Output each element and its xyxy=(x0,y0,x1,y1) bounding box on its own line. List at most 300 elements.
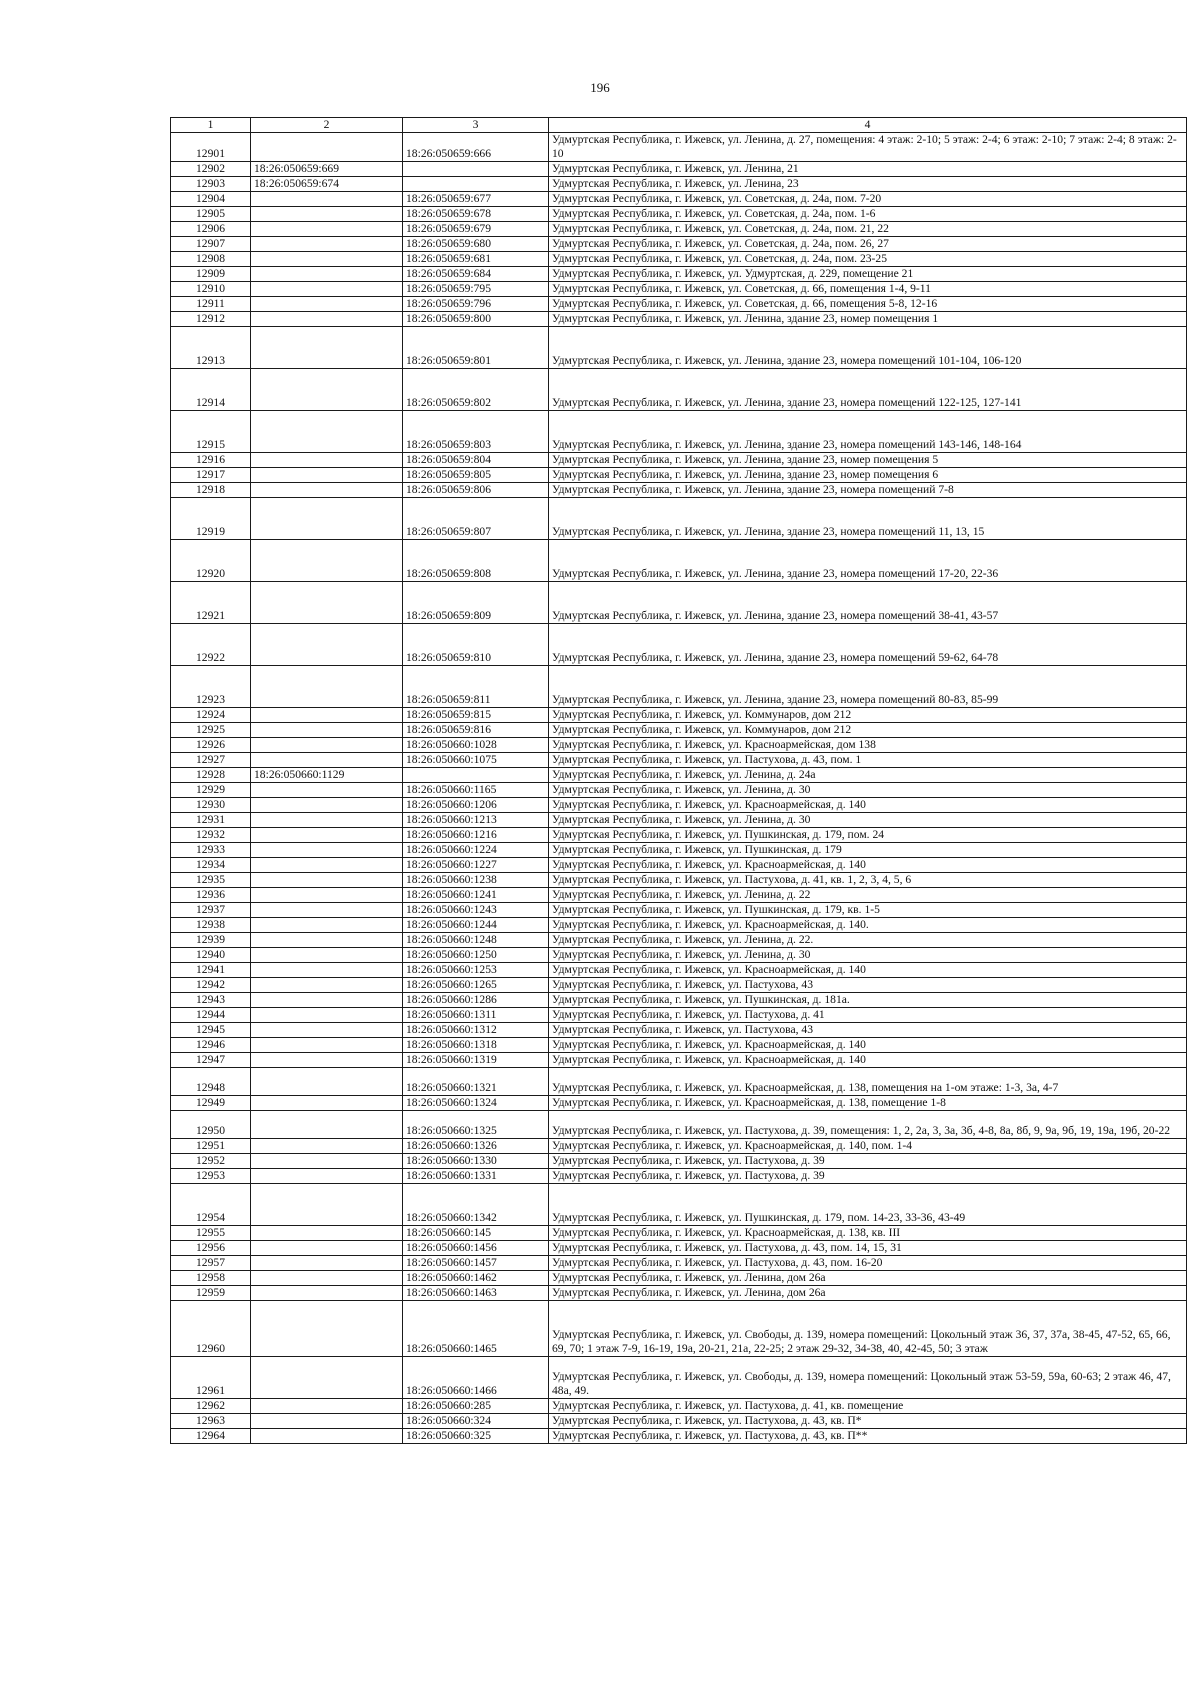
cadastral-number-building: 18:26:050660:1312 xyxy=(403,1022,549,1037)
address: Удмуртская Республика, г. Ижевск, ул. Ленина, здание 23, номера помещений 59-62, 64-78 xyxy=(549,623,1187,665)
cadastral-number-land xyxy=(251,857,403,872)
row-number: 12916 xyxy=(171,452,251,467)
cadastral-number-land xyxy=(251,1428,403,1443)
address: Удмуртская Республика, г. Ижевск, ул. Ленина, здание 23, номера помещений 7-8 xyxy=(549,482,1187,497)
cadastral-number-building: 18:26:050660:1028 xyxy=(403,737,549,752)
header-col-3: 3 xyxy=(403,118,549,133)
row-number: 12912 xyxy=(171,311,251,326)
cadastral-number-land xyxy=(251,539,403,581)
address: Удмуртская Республика, г. Ижевск, ул. Красноармейская, д. 138, кв. III xyxy=(549,1225,1187,1240)
row-number: 12957 xyxy=(171,1255,251,1270)
row-number: 12901 xyxy=(171,133,251,162)
cadastral-number-building xyxy=(403,161,549,176)
table-row xyxy=(171,1255,1187,1270)
row-number: 12949 xyxy=(171,1095,251,1110)
cadastral-number-building: 18:26:050660:1321 xyxy=(403,1067,549,1095)
address: Удмуртская Республика, г. Ижевск, ул. Ленина, здание 23, номер помещения 6 xyxy=(549,467,1187,482)
address: Удмуртская Республика, г. Ижевск, ул. Ленина, здание 23, номера помещений 143-146, 148-164 xyxy=(549,410,1187,452)
row-number: 12938 xyxy=(171,917,251,932)
row-number: 12904 xyxy=(171,191,251,206)
table-row xyxy=(171,782,1187,797)
cadastral-number-land xyxy=(251,1413,403,1428)
address: Удмуртская Республика, г. Ижевск, ул. Пастухова, д. 43, кв. П* xyxy=(549,1413,1187,1428)
address: Удмуртская Республика, г. Ижевск, ул. Пушкинская, д. 179, кв. 1-5 xyxy=(549,902,1187,917)
header-col-4: 4 xyxy=(549,118,1187,133)
cadastral-number-land xyxy=(251,842,403,857)
address: Удмуртская Республика, г. Ижевск, ул. Красноармейская, д. 140, пом. 1-4 xyxy=(549,1138,1187,1153)
cadastral-number-land xyxy=(251,452,403,467)
address: Удмуртская Республика, г. Ижевск, ул. Ленина, д. 22 xyxy=(549,887,1187,902)
table-row xyxy=(171,1168,1187,1183)
cadastral-number-building xyxy=(403,176,549,191)
row-number: 12948 xyxy=(171,1067,251,1095)
row-number: 12934 xyxy=(171,857,251,872)
cadastral-number-building: 18:26:050660:1244 xyxy=(403,917,549,932)
address: Удмуртская Республика, г. Ижевск, ул. Пастухова, д. 43, пом. 14, 15, 31 xyxy=(549,1240,1187,1255)
table-row xyxy=(171,236,1187,251)
address: Удмуртская Республика, г. Ижевск, ул. Советская, д. 24а, пом. 26, 27 xyxy=(549,236,1187,251)
address: Удмуртская Республика, г. Ижевск, ул. Пушкинская, д. 181а. xyxy=(549,992,1187,1007)
cadastral-number-building: 18:26:050659:666 xyxy=(403,133,549,162)
address: Удмуртская Республика, г. Ижевск, ул. Свободы, д. 139, номера помещений: Цокольный этаж 53-59, 59а, 60-63; 2 этаж 46, 47, 48а, 49. xyxy=(549,1356,1187,1398)
table-row xyxy=(171,482,1187,497)
table-row xyxy=(171,767,1187,782)
row-number: 12947 xyxy=(171,1052,251,1067)
row-number: 12956 xyxy=(171,1240,251,1255)
address: Удмуртская Республика, г. Ижевск, ул. Ленина, д. 24а xyxy=(549,767,1187,782)
address: Удмуртская Республика, г. Ижевск, ул. Пушкинская, д. 179, пом. 14-23, 33-36, 43-49 xyxy=(549,1183,1187,1225)
cadastral-number-building: 18:26:050659:815 xyxy=(403,707,549,722)
address: Удмуртская Республика, г. Ижевск, ул. Советская, д. 66, помещения 1-4, 9-11 xyxy=(549,281,1187,296)
cadastral-number-building: 18:26:050660:145 xyxy=(403,1225,549,1240)
table-row xyxy=(171,191,1187,206)
row-number: 12944 xyxy=(171,1007,251,1022)
table-row xyxy=(171,296,1187,311)
address: Удмуртская Республика, г. Ижевск, ул. Пастухова, д. 41, кв. помещение xyxy=(549,1398,1187,1413)
address: Удмуртская Республика, г. Ижевск, ул. Красноармейская, д. 140 xyxy=(549,962,1187,977)
cadastral-number-building: 18:26:050660:1250 xyxy=(403,947,549,962)
table-row xyxy=(171,1095,1187,1110)
cadastral-number-building: 18:26:050660:1165 xyxy=(403,782,549,797)
cadastral-number-building: 18:26:050659:810 xyxy=(403,623,549,665)
table-row xyxy=(171,1007,1187,1022)
registry-table xyxy=(170,117,1187,1444)
table-row xyxy=(171,977,1187,992)
row-number: 12946 xyxy=(171,1037,251,1052)
cadastral-number-building: 18:26:050660:1286 xyxy=(403,992,549,1007)
cadastral-number-building: 18:26:050660:1462 xyxy=(403,1270,549,1285)
address: Удмуртская Республика, г. Ижевск, ул. Ленина, здание 23, номера помещений 11, 13, 15 xyxy=(549,497,1187,539)
cadastral-number-land xyxy=(251,1300,403,1356)
table-row xyxy=(171,752,1187,767)
address: Удмуртская Республика, г. Ижевск, ул. Красноармейская, д. 140 xyxy=(549,1037,1187,1052)
cadastral-number-building: 18:26:050659:801 xyxy=(403,326,549,368)
row-number: 12958 xyxy=(171,1270,251,1285)
cadastral-number-building xyxy=(403,767,549,782)
table-row xyxy=(171,410,1187,452)
table-row xyxy=(171,1240,1187,1255)
table-row xyxy=(171,797,1187,812)
address: Удмуртская Республика, г. Ижевск, ул. Ленина, 23 xyxy=(549,176,1187,191)
cadastral-number-land xyxy=(251,872,403,887)
table-row xyxy=(171,368,1187,410)
row-number: 12919 xyxy=(171,497,251,539)
row-number: 12903 xyxy=(171,176,251,191)
cadastral-number-land xyxy=(251,947,403,962)
cadastral-number-building: 18:26:050659:816 xyxy=(403,722,549,737)
row-number: 12960 xyxy=(171,1300,251,1356)
address: Удмуртская Республика, г. Ижевск, ул. Пастухова, д. 43, кв. П** xyxy=(549,1428,1187,1443)
cadastral-number-building: 18:26:050660:1227 xyxy=(403,857,549,872)
row-number: 12929 xyxy=(171,782,251,797)
address: Удмуртская Республика, г. Ижевск, ул. Пастухова, 43 xyxy=(549,977,1187,992)
address: Удмуртская Республика, г. Ижевск, ул. Ленина, дом 26а xyxy=(549,1270,1187,1285)
cadastral-number-building: 18:26:050659:677 xyxy=(403,191,549,206)
row-number: 12963 xyxy=(171,1413,251,1428)
cadastral-number-land xyxy=(251,133,403,162)
address: Удмуртская Республика, г. Ижевск, ул. Красноармейская, д. 140 xyxy=(549,1052,1187,1067)
cadastral-number-land xyxy=(251,1285,403,1300)
table-row xyxy=(171,497,1187,539)
table-row xyxy=(171,842,1187,857)
cadastral-number-land xyxy=(251,410,403,452)
cadastral-number-land xyxy=(251,932,403,947)
cadastral-number-building: 18:26:050660:1324 xyxy=(403,1095,549,1110)
cadastral-number-land xyxy=(251,1240,403,1255)
cadastral-number-land xyxy=(251,1007,403,1022)
cadastral-number-building: 18:26:050660:1253 xyxy=(403,962,549,977)
cadastral-number-building: 18:26:050659:806 xyxy=(403,482,549,497)
address: Удмуртская Республика, г. Ижевск, ул. Ленина, дом 26а xyxy=(549,1285,1187,1300)
cadastral-number-land xyxy=(251,581,403,623)
cadastral-number-land xyxy=(251,206,403,221)
address: Удмуртская Республика, г. Ижевск, ул. Пастухова, д. 41, кв. 1, 2, 3, 4, 5, 6 xyxy=(549,872,1187,887)
row-number: 12943 xyxy=(171,992,251,1007)
address: Удмуртская Республика, г. Ижевск, ул. Пастухова, 43 xyxy=(549,1022,1187,1037)
cadastral-number-building: 18:26:050660:1325 xyxy=(403,1110,549,1138)
table-row xyxy=(171,665,1187,707)
table-row xyxy=(171,133,1187,162)
address: Удмуртская Республика, г. Ижевск, ул. Пастухова, д. 39 xyxy=(549,1168,1187,1183)
cadastral-number-building: 18:26:050660:1243 xyxy=(403,902,549,917)
row-number: 12922 xyxy=(171,623,251,665)
row-number: 12939 xyxy=(171,932,251,947)
row-number: 12941 xyxy=(171,962,251,977)
cadastral-number-building: 18:26:050660:1331 xyxy=(403,1168,549,1183)
cadastral-number-building: 18:26:050660:1456 xyxy=(403,1240,549,1255)
cadastral-number-building: 18:26:050660:1318 xyxy=(403,1037,549,1052)
row-number: 12962 xyxy=(171,1398,251,1413)
cadastral-number-building: 18:26:050659:811 xyxy=(403,665,549,707)
row-number: 12951 xyxy=(171,1138,251,1153)
address: Удмуртская Республика, г. Ижевск, ул. Коммунаров, дом 212 xyxy=(549,722,1187,737)
header-row xyxy=(171,118,1187,133)
row-number: 12932 xyxy=(171,827,251,842)
address: Удмуртская Республика, г. Ижевск, ул. Свободы, д. 139, номера помещений: Цокольный этаж 36, 37, 37а, 38-45, 47-52, 65, 66, 69, 70; 1 этаж 7-9, 16-19, 19а, 20-21, 21а, 22-25; 2 этаж 29-32, 34-38, 40, 42-45, 50; 3 этаж xyxy=(549,1300,1187,1356)
table-row xyxy=(171,1138,1187,1153)
address: Удмуртская Республика, г. Ижевск, ул. Ленина, д. 27, помещения: 4 этаж: 2-10; 5 этаж: 2-4; 6 этаж: 2-10; 7 этаж: 2-4; 8 этаж: 2-10 xyxy=(549,133,1187,162)
cadastral-number-building: 18:26:050660:1265 xyxy=(403,977,549,992)
cadastral-number-land xyxy=(251,812,403,827)
cadastral-number-land xyxy=(251,296,403,311)
cadastral-number-land xyxy=(251,311,403,326)
cadastral-number-building: 18:26:050660:1238 xyxy=(403,872,549,887)
row-number: 12909 xyxy=(171,266,251,281)
cadastral-number-land xyxy=(251,797,403,812)
address: Удмуртская Республика, г. Ижевск, ул. Ленина, здание 23, номера помещений 80-83, 85-99 xyxy=(549,665,1187,707)
address: Удмуртская Республика, г. Ижевск, ул. Красноармейская, д. 140. xyxy=(549,917,1187,932)
address: Удмуртская Республика, г. Ижевск, ул. Советская, д. 24а, пом. 23-25 xyxy=(549,251,1187,266)
row-number: 12918 xyxy=(171,482,251,497)
address: Удмуртская Республика, г. Ижевск, ул. Ленина, 21 xyxy=(549,161,1187,176)
table-row xyxy=(171,539,1187,581)
row-number: 12923 xyxy=(171,665,251,707)
cadastral-number-building: 18:26:050660:1463 xyxy=(403,1285,549,1300)
address: Удмуртская Республика, г. Ижевск, ул. Красноармейская, дом 138 xyxy=(549,737,1187,752)
table-row xyxy=(171,467,1187,482)
address: Удмуртская Республика, г. Ижевск, ул. Пастухова, д. 39 xyxy=(549,1153,1187,1168)
cadastral-number-land xyxy=(251,266,403,281)
row-number: 12921 xyxy=(171,581,251,623)
table-row xyxy=(171,902,1187,917)
address: Удмуртская Республика, г. Ижевск, ул. Коммунаров, дом 212 xyxy=(549,707,1187,722)
cadastral-number-land xyxy=(251,722,403,737)
address: Удмуртская Республика, г. Ижевск, ул. Пушкинская, д. 179, пом. 24 xyxy=(549,827,1187,842)
cadastral-number-land xyxy=(251,368,403,410)
row-number: 12937 xyxy=(171,902,251,917)
address: Удмуртская Республика, г. Ижевск, ул. Пастухова, д. 39, помещения: 1, 2, 2а, 3, 3а, 3б, 4-8, 8а, 8б, 9, 9а, 9б, 19, 19а, 19б, 20-22 xyxy=(549,1110,1187,1138)
row-number: 12926 xyxy=(171,737,251,752)
cadastral-number-building: 18:26:050659:807 xyxy=(403,497,549,539)
cadastral-number-land xyxy=(251,1110,403,1138)
table-row xyxy=(171,1067,1187,1095)
cadastral-number-land xyxy=(251,1270,403,1285)
table-row xyxy=(171,1398,1187,1413)
table-row xyxy=(171,1413,1187,1428)
cadastral-number-land xyxy=(251,917,403,932)
cadastral-number-land xyxy=(251,992,403,1007)
cadastral-number-building: 18:26:050659:800 xyxy=(403,311,549,326)
page-number: 196 xyxy=(590,80,610,95)
cadastral-number-building: 18:26:050659:681 xyxy=(403,251,549,266)
cadastral-number-building: 18:26:050660:325 xyxy=(403,1428,549,1443)
table-row xyxy=(171,206,1187,221)
table-row xyxy=(171,1183,1187,1225)
cadastral-number-building: 18:26:050659:795 xyxy=(403,281,549,296)
cadastral-number-building: 18:26:050660:1342 xyxy=(403,1183,549,1225)
cadastral-number-land xyxy=(251,251,403,266)
table-row xyxy=(171,1270,1187,1285)
address: Удмуртская Республика, г. Ижевск, ул. Красноармейская, д. 138, помещения на 1-ом этаже: 1-3, 3а, 4-7 xyxy=(549,1067,1187,1095)
table-row xyxy=(171,1052,1187,1067)
cadastral-number-land xyxy=(251,1022,403,1037)
table-row xyxy=(171,1022,1187,1037)
address: Удмуртская Республика, г. Ижевск, ул. Ленина, здание 23, номер помещения 1 xyxy=(549,311,1187,326)
table-row xyxy=(171,1356,1187,1398)
row-number: 12936 xyxy=(171,887,251,902)
cadastral-number-building: 18:26:050659:808 xyxy=(403,539,549,581)
table-row xyxy=(171,176,1187,191)
cadastral-number-land xyxy=(251,782,403,797)
row-number: 12924 xyxy=(171,707,251,722)
row-number: 12920 xyxy=(171,539,251,581)
cadastral-number-land xyxy=(251,221,403,236)
cadastral-number-building: 18:26:050659:678 xyxy=(403,206,549,221)
row-number: 12930 xyxy=(171,797,251,812)
cadastral-number-building: 18:26:050660:1457 xyxy=(403,1255,549,1270)
cadastral-number-land xyxy=(251,1398,403,1413)
cadastral-number-building: 18:26:050659:679 xyxy=(403,221,549,236)
cadastral-number-land: 18:26:050659:674 xyxy=(251,176,403,191)
cadastral-number-land xyxy=(251,977,403,992)
table-row xyxy=(171,887,1187,902)
table-row xyxy=(171,221,1187,236)
table-row xyxy=(171,722,1187,737)
cadastral-number-land xyxy=(251,887,403,902)
cadastral-number-building: 18:26:050659:680 xyxy=(403,236,549,251)
address: Удмуртская Республика, г. Ижевск, ул. Удмуртская, д. 229, помещение 21 xyxy=(549,266,1187,281)
cadastral-number-building: 18:26:050660:1466 xyxy=(403,1356,549,1398)
address: Удмуртская Республика, г. Ижевск, ул. Красноармейская, д. 140 xyxy=(549,797,1187,812)
table-row xyxy=(171,812,1187,827)
cadastral-number-building: 18:26:050660:1206 xyxy=(403,797,549,812)
row-number: 12942 xyxy=(171,977,251,992)
address: Удмуртская Республика, г. Ижевск, ул. Ленина, д. 22. xyxy=(549,932,1187,947)
row-number: 12928 xyxy=(171,767,251,782)
cadastral-number-building: 18:26:050660:1319 xyxy=(403,1052,549,1067)
table-row xyxy=(171,251,1187,266)
row-number: 12954 xyxy=(171,1183,251,1225)
row-number: 12933 xyxy=(171,842,251,857)
address: Удмуртская Республика, г. Ижевск, ул. Ленина, д. 30 xyxy=(549,947,1187,962)
table-row xyxy=(171,1110,1187,1138)
row-number: 12902 xyxy=(171,161,251,176)
cadastral-number-land xyxy=(251,236,403,251)
cadastral-number-building: 18:26:050659:804 xyxy=(403,452,549,467)
row-number: 12959 xyxy=(171,1285,251,1300)
cadastral-number-land xyxy=(251,827,403,842)
cadastral-number-land xyxy=(251,737,403,752)
address: Удмуртская Республика, г. Ижевск, ул. Пастухова, д. 41 xyxy=(549,1007,1187,1022)
cadastral-number-land xyxy=(251,281,403,296)
address: Удмуртская Республика, г. Ижевск, ул. Советская, д. 24а, пом. 1-6 xyxy=(549,206,1187,221)
cadastral-number-building: 18:26:050659:805 xyxy=(403,467,549,482)
row-number: 12964 xyxy=(171,1428,251,1443)
cadastral-number-land xyxy=(251,1067,403,1095)
table-row xyxy=(171,1037,1187,1052)
cadastral-number-land xyxy=(251,962,403,977)
row-number: 12917 xyxy=(171,467,251,482)
row-number: 12913 xyxy=(171,326,251,368)
cadastral-number-land xyxy=(251,1153,403,1168)
address: Удмуртская Республика, г. Ижевск, ул. Ленина, здание 23, номера помещений 38-41, 43-57 xyxy=(549,581,1187,623)
row-number: 12907 xyxy=(171,236,251,251)
cadastral-number-land xyxy=(251,1037,403,1052)
address: Удмуртская Республика, г. Ижевск, ул. Красноармейская, д. 140 xyxy=(549,857,1187,872)
header-col-1: 1 xyxy=(171,118,251,133)
cadastral-number-building: 18:26:050660:1213 xyxy=(403,812,549,827)
cadastral-number-land xyxy=(251,1095,403,1110)
cadastral-number-land xyxy=(251,191,403,206)
cadastral-number-building: 18:26:050660:1465 xyxy=(403,1300,549,1356)
table-row xyxy=(171,917,1187,932)
table-row xyxy=(171,326,1187,368)
table-row xyxy=(171,281,1187,296)
row-number: 12961 xyxy=(171,1356,251,1398)
table-body xyxy=(171,133,1187,1444)
cadastral-number-building: 18:26:050660:1224 xyxy=(403,842,549,857)
cadastral-number-land xyxy=(251,326,403,368)
address: Удмуртская Республика, г. Ижевск, ул. Пастухова, д. 43, пом. 1 xyxy=(549,752,1187,767)
cadastral-number-land xyxy=(251,497,403,539)
row-number: 12940 xyxy=(171,947,251,962)
address: Удмуртская Республика, г. Ижевск, ул. Ленина, здание 23, номера помещений 17-20, 22-36 xyxy=(549,539,1187,581)
address: Удмуртская Республика, г. Ижевск, ул. Ленина, здание 23, номера помещений 122-125, 127-141 xyxy=(549,368,1187,410)
address: Удмуртская Республика, г. Ижевск, ул. Советская, д. 24а, пом. 21, 22 xyxy=(549,221,1187,236)
table-row xyxy=(171,707,1187,722)
cadastral-number-land: 18:26:050660:1129 xyxy=(251,767,403,782)
cadastral-number-building: 18:26:050660:1326 xyxy=(403,1138,549,1153)
cadastral-number-land xyxy=(251,1225,403,1240)
cadastral-number-land xyxy=(251,1052,403,1067)
cadastral-number-building: 18:26:050659:809 xyxy=(403,581,549,623)
row-number: 12915 xyxy=(171,410,251,452)
row-number: 12906 xyxy=(171,221,251,236)
table-row xyxy=(171,962,1187,977)
cadastral-number-land xyxy=(251,1356,403,1398)
row-number: 12927 xyxy=(171,752,251,767)
cadastral-number-building: 18:26:050659:684 xyxy=(403,266,549,281)
row-number: 12952 xyxy=(171,1153,251,1168)
row-number: 12914 xyxy=(171,368,251,410)
row-number: 12910 xyxy=(171,281,251,296)
cadastral-number-building: 18:26:050660:285 xyxy=(403,1398,549,1413)
cadastral-number-building: 18:26:050660:1248 xyxy=(403,932,549,947)
table-row xyxy=(171,1300,1187,1356)
cadastral-number-building: 18:26:050660:324 xyxy=(403,1413,549,1428)
cadastral-number-building: 18:26:050660:1311 xyxy=(403,1007,549,1022)
table-row xyxy=(171,947,1187,962)
table-row xyxy=(171,623,1187,665)
row-number: 12911 xyxy=(171,296,251,311)
cadastral-number-land xyxy=(251,1183,403,1225)
table-row xyxy=(171,737,1187,752)
table-row xyxy=(171,857,1187,872)
table-row xyxy=(171,1285,1187,1300)
address: Удмуртская Республика, г. Ижевск, ул. Пушкинская, д. 179 xyxy=(549,842,1187,857)
cadastral-number-building: 18:26:050660:1216 xyxy=(403,827,549,842)
row-number: 12905 xyxy=(171,206,251,221)
cadastral-number-building: 18:26:050659:796 xyxy=(403,296,549,311)
row-number: 12925 xyxy=(171,722,251,737)
cadastral-number-land xyxy=(251,665,403,707)
cadastral-number-building: 18:26:050659:802 xyxy=(403,368,549,410)
cadastral-number-building: 18:26:050660:1075 xyxy=(403,752,549,767)
table-row xyxy=(171,1225,1187,1240)
table-row xyxy=(171,452,1187,467)
address: Удмуртская Республика, г. Ижевск, ул. Ленина, здание 23, номера помещений 101-104, 106-120 xyxy=(549,326,1187,368)
cadastral-number-land xyxy=(251,707,403,722)
table-row xyxy=(171,827,1187,842)
table-row xyxy=(171,581,1187,623)
address: Удмуртская Республика, г. Ижевск, ул. Ленина, д. 30 xyxy=(549,812,1187,827)
table-row xyxy=(171,1153,1187,1168)
row-number: 12950 xyxy=(171,1110,251,1138)
row-number: 12953 xyxy=(171,1168,251,1183)
cadastral-number-land xyxy=(251,482,403,497)
cadastral-number-land xyxy=(251,1138,403,1153)
table-row xyxy=(171,1428,1187,1443)
